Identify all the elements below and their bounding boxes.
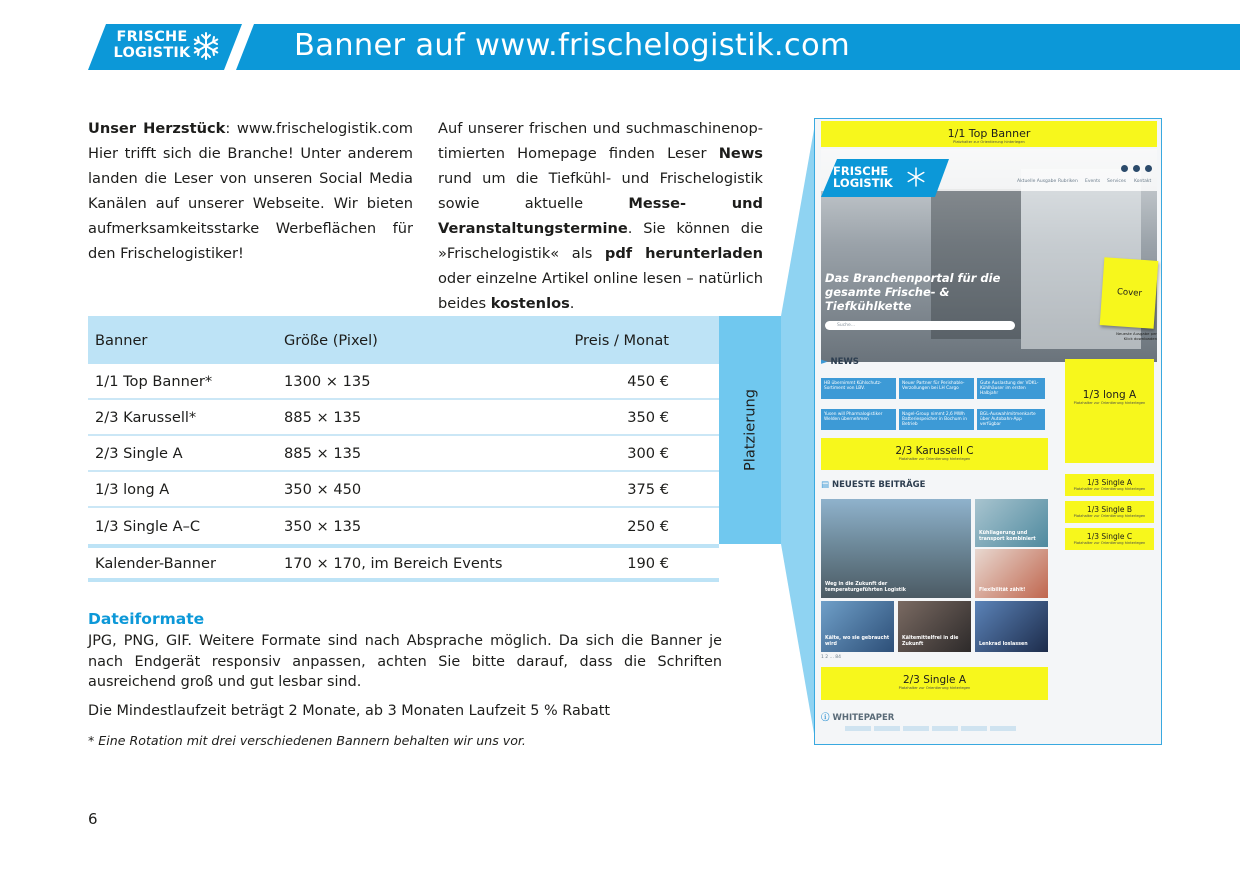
carousel-banner-label: 2/3 Karussell C: [895, 445, 974, 457]
table-row: [88, 400, 719, 436]
instagram-icon[interactable]: [1133, 165, 1140, 172]
page-title: Banner auf www.frischelogistik.com: [294, 28, 850, 63]
cell-price: 300 €: [627, 444, 669, 462]
placeholder-hint: Platzhalter zur Orientierung hinterlegen: [1073, 401, 1146, 405]
single-banner-b-placeholder[interactable]: [1065, 501, 1154, 523]
single-banner-a-placeholder[interactable]: [1065, 474, 1154, 496]
cell-size: 170 × 170, im Bereich Events: [284, 554, 503, 572]
tag-chip[interactable]: [903, 726, 929, 731]
placement-label: Platzierung: [741, 389, 759, 471]
cell-banner: 1/1 Top Banner*: [95, 372, 213, 390]
search-input[interactable]: Suche...: [825, 321, 1015, 330]
table-row: [88, 508, 719, 544]
cover-download-note: Neueste Ausgabe per Klick downloaden: [1116, 331, 1157, 341]
top-banner-placeholder[interactable]: [821, 121, 1157, 147]
pagination[interactable]: 1 2 ... 84: [821, 655, 842, 660]
single-banner-label: 1/3 Single A: [1086, 478, 1133, 487]
intro-right-column: [438, 116, 763, 316]
cell-banner: 1/3 long A: [95, 480, 170, 498]
post-card[interactable]: Kältemittelfrei in die Zukunft: [898, 601, 971, 652]
cover-label: Cover: [1116, 287, 1143, 299]
long-banner-placeholder[interactable]: [1065, 359, 1154, 463]
hero-forklift-shape: [931, 189, 1021, 339]
intro-news-highlight: News: [718, 145, 763, 162]
page-number: 6: [88, 810, 98, 828]
snowflake-icon: [905, 166, 927, 188]
cell-size: 350 × 450: [284, 480, 362, 498]
cell-banner: Kalender-Banner: [95, 554, 217, 572]
placeholder-hint: Platzhalter zur Orientierung hinterlegen: [1073, 514, 1146, 518]
single-banner-c-placeholder[interactable]: [1065, 528, 1154, 550]
site-logo-wordmark: FRISCHE LOGISTIK: [833, 164, 893, 190]
nav-item-issue[interactable]: Aktuelle Ausgabe: [1017, 179, 1057, 184]
price-table: [88, 316, 719, 582]
tag-chip[interactable]: [845, 726, 871, 731]
post-card[interactable]: Kühllagerung und transport kombiniert: [975, 499, 1048, 547]
cell-price: 190 €: [627, 554, 669, 572]
tag-chip[interactable]: [961, 726, 987, 731]
news-card[interactable]: Gute Auslastung der VDKL-Kühlhäuser im ersten Halbjahr: [977, 378, 1045, 399]
post-card-large[interactable]: Weg in die Zukunft der temperaturgeführten Logistik: [821, 499, 971, 598]
minimum-duration-text: Die Mindestlaufzeit beträgt 2 Monate, ab 3 Monaten Laufzeit 5 % Rabatt: [88, 703, 611, 719]
cell-size: 1300 × 135: [284, 372, 371, 390]
news-heading: ► NEWS: [821, 357, 859, 367]
megaphone-icon: ►: [821, 357, 828, 367]
long-banner-label: 1/3 long A: [1082, 389, 1137, 401]
info-icon: ⓘ: [821, 713, 830, 723]
cell-price: 250 €: [627, 517, 669, 535]
intro-left-text: : www.frischelogistik.com Hier trifft sich die Branche! Unter anderem landen die Leser von unseren Social Media Kanälen auf unserer Webseite. Wir bieten aufmerksamkeitsstarke Werbeflächen für den Frischelogistiker!: [88, 120, 413, 262]
cell-size: 350 × 135: [284, 517, 362, 535]
linkedin-icon[interactable]: [1145, 165, 1152, 172]
posts-heading: ▤ NEUESTE BEITRÄGE: [821, 480, 926, 490]
header-banner: Banner: [95, 331, 148, 349]
news-card[interactable]: HB übernimmt Kühlschutz-Sortiment von LBV.: [821, 378, 896, 399]
news-card[interactable]: Yusen will Pharmalogistiker Welden übernehmen: [821, 409, 896, 430]
whitepaper-heading: ⓘ WHITEPAPER: [821, 713, 895, 723]
placeholder-hint: Platzhalter zur Orientierung hinterlegen: [898, 686, 971, 690]
intro-right-text: oder einzelne Artikel online lesen – natürlich beides: [438, 270, 763, 312]
whitepaper-tags: [845, 726, 1016, 731]
intro-left-label: Unser Herzstück: [88, 120, 226, 137]
post-card[interactable]: Kälte, wo sie gebraucht wird: [821, 601, 894, 652]
cell-banner: 1/3 Single A–C: [95, 517, 201, 535]
cell-price: 350 €: [627, 408, 669, 426]
post-card[interactable]: Lenkrad loslassen: [975, 601, 1048, 652]
news-card[interactable]: Nagel-Group nimmt 2,6 MWh Batteriespeicher in Bochum in Betrieb: [899, 409, 974, 430]
single-banner-label: 1/3 Single C: [1086, 532, 1133, 541]
cell-banner: 2/3 Karussell*: [95, 408, 197, 426]
nav-item-events[interactable]: Events: [1085, 179, 1101, 184]
snowflake-icon: [190, 30, 222, 62]
single-banner-label: 1/3 Single B: [1086, 505, 1133, 514]
news-card[interactable]: Neuer Partner für Perishable-Verzollungen bei LH Cargo: [899, 378, 974, 399]
single-a-banner-label: 2/3 Single A: [902, 674, 967, 686]
facebook-icon[interactable]: [1121, 165, 1128, 172]
list-icon: ▤: [821, 480, 830, 490]
post-card[interactable]: Flexibilität zählt!: [975, 549, 1048, 598]
file-formats-text: JPG, PNG, GIF. Weitere Formate sind nach Absprache möglich. Da sich die Banner je nach Endgerät responsiv anpassen, achten Sie bitte darauf, dass die Schriften ausreichend groß und gut lesbar sind.: [88, 633, 722, 690]
header-price: Preis / Monat: [574, 331, 669, 349]
website-mockup: [814, 118, 1162, 745]
cell-size: 885 × 135: [284, 408, 362, 426]
top-banner-label: 1/1 Top Banner: [947, 127, 1031, 140]
placeholder-hint: Platzhalter zur Orientierung hinterlegen: [898, 457, 971, 461]
news-card[interactable]: BGL-Auswahlmitmenkarte über Autobahn-App verfügbar: [977, 409, 1045, 430]
cell-price: 450 €: [627, 372, 669, 390]
nav-item-contact[interactable]: Kontakt: [1134, 179, 1152, 184]
table-row: [88, 544, 719, 582]
cell-price: 375 €: [627, 480, 669, 498]
placeholder-hint: Platzhalter zur Orientierung hinterlegen: [1073, 541, 1146, 545]
intro-right-text: rund um die Tiefkühl- und Frischelogistik sowie aktuelle: [438, 170, 763, 212]
table-header: [88, 316, 719, 364]
tag-chip[interactable]: [874, 726, 900, 731]
logo-wordmark: FRISCHE LOGISTIK: [113, 29, 191, 61]
intro-right-text: .: [569, 295, 575, 312]
nav-item-categories[interactable]: Rubriken: [1058, 179, 1078, 184]
cell-size: 885 × 135: [284, 444, 362, 462]
header-size: Größe (Pixel): [284, 331, 378, 349]
tag-chip[interactable]: [990, 726, 1016, 731]
intro-right-text: Auf unserer frischen und suchmaschinenoptimierten Homepage finden Leser: [438, 120, 763, 162]
nav-item-services[interactable]: Services: [1107, 179, 1126, 184]
table-row: [88, 436, 719, 472]
intro-pdf-highlight: pdf herunterladen: [604, 245, 763, 262]
hero-headline: Das Branchenportal für die gesamte Frische- & Tiefkühlkette: [825, 271, 1001, 313]
intro-right-text: . Sie können die »Frischelogistik« als: [438, 220, 763, 262]
placeholder-hint: Platzhalter zur Orientierung hinterlegen: [1073, 487, 1146, 491]
table-row: [88, 472, 719, 508]
carousel-banner-placeholder[interactable]: [821, 438, 1048, 470]
single-a-banner-placeholder[interactable]: [821, 667, 1048, 700]
file-formats-heading: Dateiformate: [88, 610, 205, 628]
tag-chip[interactable]: [932, 726, 958, 731]
intro-free-highlight: kostenlos: [490, 295, 570, 312]
intro-events-highlight: Messe- und Veranstaltungstermine: [438, 195, 763, 237]
cell-banner: 2/3 Single A: [95, 444, 183, 462]
rotation-footnote: * Eine Rotation mit drei verschiedenen Bannern behalten wir uns vor.: [88, 733, 526, 748]
placeholder-hint: Platzhalter zur Orientierung hinterlegen: [953, 140, 1025, 144]
intro-left-column: [88, 116, 413, 266]
table-row: [88, 364, 719, 400]
